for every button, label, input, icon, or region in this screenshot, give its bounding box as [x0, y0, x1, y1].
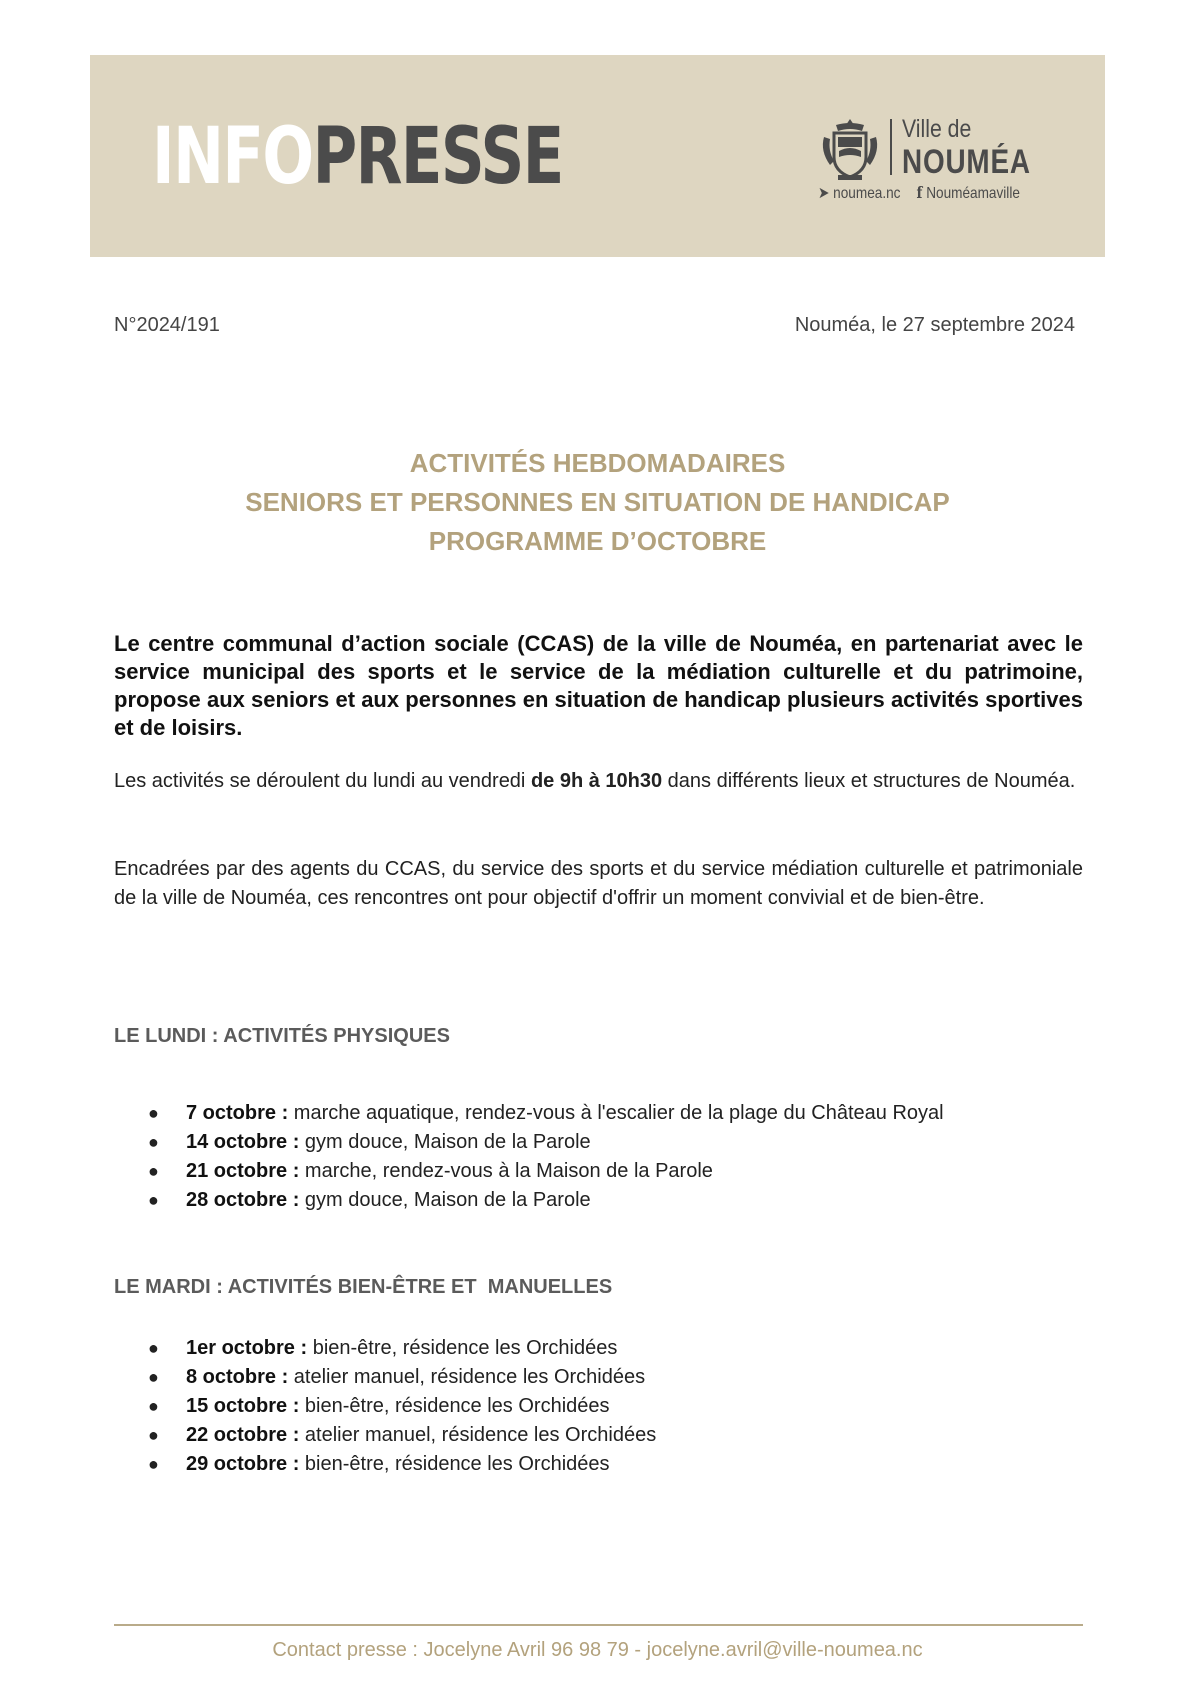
title-line-1: ACTIVITÉS HEBDOMADAIRES: [409, 448, 786, 478]
send-arrow-icon: ➤: [818, 185, 830, 202]
intro-paragraph: Le centre communal d’action sociale (CCAS) de la ville de Nouméa, en partenariat avec le service municipal des sports et le service de la médiation culturelle et du patrimoine, propose aux seniors et aux personnes en situation de handicap plusieurs activités sportives et de loisirs.: [114, 631, 1083, 740]
list-item: ● 22 octobre : atelier manuel, résidence les Orchidées: [148, 1421, 656, 1450]
list-item: ● 29 octobre : bien-être, résidence les Orchidées: [148, 1450, 656, 1479]
info-presse-logo: [152, 112, 563, 202]
objective-paragraph: Encadrées par des agents du CCAS, du service des sports et du service médiation culturelle et patrimoniale de la ville de Nouméa, ces rencontres ont pour objectif d'offrir un moment convivial et de bien-être.: [114, 858, 1083, 909]
bullet-icon: ●: [148, 1190, 159, 1210]
brand-presse: PRESSE: [312, 112, 563, 202]
ville-de-noumea-logo: [818, 115, 1048, 205]
reference-number: N°2024/191: [114, 314, 220, 336]
monday-heading: LE LUNDI : ACTIVITÉS PHYSIQUES: [114, 1025, 450, 1047]
city-line1: Ville de: [902, 115, 972, 143]
tuesday-list: [148, 1334, 656, 1479]
brand-info: INFO: [152, 112, 313, 202]
footer-divider: [114, 1624, 1083, 1626]
bullet-icon: ●: [148, 1367, 159, 1387]
list-item: ● 7 octobre : marche aquatique, rendez-vous à l'escalier de la plage du Château Royal: [148, 1099, 944, 1128]
city-line2: NOUMÉA: [902, 143, 1031, 181]
bullet-icon: ●: [148, 1425, 159, 1445]
title-line-3: PROGRAMME D’OCTOBRE: [428, 526, 767, 556]
list-item: ● 14 octobre : gym douce, Maison de la Parole: [148, 1128, 944, 1157]
logo-links: [818, 183, 1020, 203]
list-item: ● 1er octobre : bien-être, résidence les Orchidées: [148, 1334, 656, 1363]
date-line: Nouméa, le 27 septembre 2024: [794, 314, 1075, 336]
bullet-icon: ●: [148, 1103, 159, 1123]
document-title: [90, 444, 1105, 561]
city-crest-icon: [818, 117, 882, 181]
bullet-icon: ●: [148, 1132, 159, 1152]
list-item: ● 21 octobre : marche, rendez-vous à la Maison de la Parole: [148, 1157, 944, 1186]
bullet-icon: ●: [148, 1338, 159, 1358]
monday-list: [148, 1099, 944, 1215]
bullet-icon: ●: [148, 1396, 159, 1416]
list-item: ● 15 octobre : bien-être, résidence les Orchidées: [148, 1392, 656, 1421]
schedule-text-before: Les activités se déroulent du lundi au vendredi: [114, 770, 531, 792]
schedule-paragraph: [114, 767, 1083, 796]
tuesday-heading: LE MARDI : ACTIVITÉS BIEN-ÊTRE ET MANUELLES: [114, 1276, 613, 1298]
site-link[interactable]: noumea.nc: [833, 185, 901, 202]
schedule-hours: de 9h à 10h30: [530, 770, 663, 792]
bullet-icon: ●: [148, 1161, 159, 1181]
list-item: ● 28 octobre : gym douce, Maison de la Parole: [148, 1186, 944, 1215]
facebook-icon: f: [916, 183, 923, 202]
bullet-icon: ●: [148, 1454, 159, 1474]
list-item: ● 8 octobre : atelier manuel, résidence les Orchidées: [148, 1363, 656, 1392]
title-line-2: SENIORS ET PERSONNES EN SITUATION DE HANDICAP: [245, 487, 950, 517]
press-contact: Contact presse : Jocelyne Avril 96 98 79 - jocelyne.avril@ville-noumea.nc: [272, 1639, 923, 1661]
header-band: [90, 55, 1105, 257]
facebook-link[interactable]: Nouméamaville: [926, 185, 1020, 202]
schedule-text-after: dans différents lieux et structures de Nouméa.: [662, 770, 1076, 792]
logo-divider: [890, 119, 892, 175]
